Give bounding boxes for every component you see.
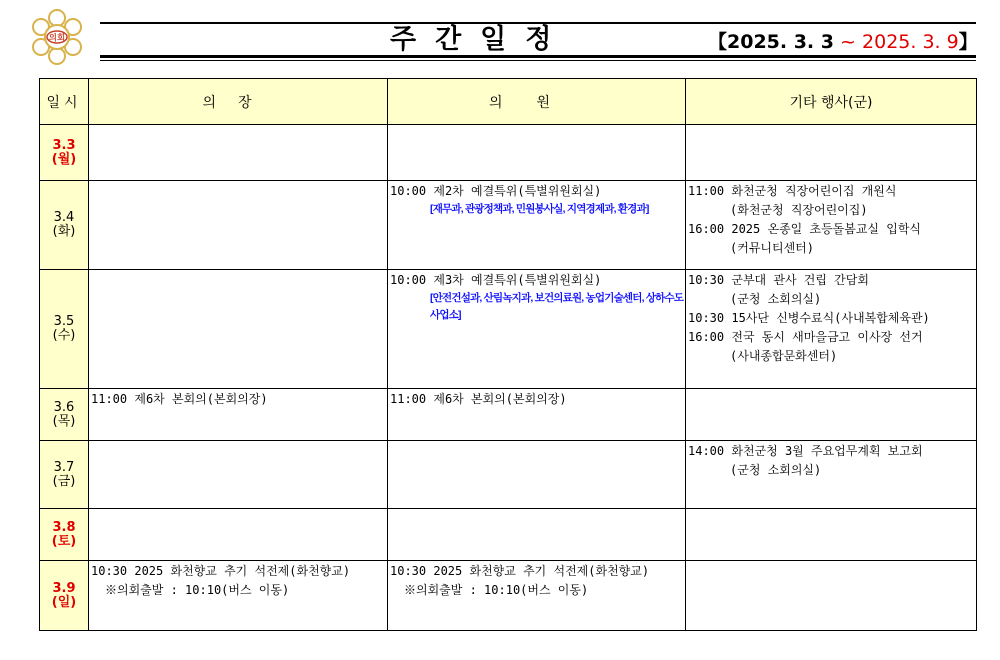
schedule-entry: 10:30 2025 화천향교 추기 석전제(화천향교): [390, 564, 650, 578]
weekly-schedule-table: [39, 78, 977, 631]
other-schedule-cell: [686, 441, 977, 509]
day-of-week: (일): [51, 594, 77, 610]
member-schedule-cell: [388, 125, 686, 181]
header-other-events: 기타 행사(군): [686, 79, 977, 125]
other-schedule-cell: [686, 389, 977, 441]
day-of-week: (월): [51, 151, 77, 167]
schedule-entry: 11:00 화천군청 직장어린이집 개원식: [688, 184, 897, 198]
header-date: 일시: [40, 79, 89, 125]
day-of-week: (수): [52, 328, 76, 343]
schedule-entry: 10:00 제2차 예결특위(특별위원회실): [390, 184, 602, 198]
period-tilde: ~: [840, 31, 856, 53]
date-value: 3.8: [52, 519, 76, 535]
table-row: [40, 509, 977, 561]
table-row: [40, 441, 977, 509]
event-location: (군청 소회의실): [730, 292, 822, 306]
event-location: (사내종합문화센터): [730, 349, 838, 363]
council-logo: [28, 8, 86, 66]
date-cell: [40, 561, 89, 631]
date-cell: [40, 509, 89, 561]
other-schedule-cell: [686, 125, 977, 181]
table-row: [40, 561, 977, 631]
schedule-entry: 10:30 15사단 신병수료식(사내복합체육관): [688, 311, 930, 325]
member-schedule-cell: [388, 441, 686, 509]
logo-text: 의회: [48, 33, 66, 44]
event-location: (커뮤니티센터): [730, 241, 815, 255]
period-end: 2025. 3. 9: [862, 31, 959, 53]
member-schedule-cell: [388, 509, 686, 561]
schedule-entry: 10:30 2025 화천향교 추기 석전제(화천향교): [91, 564, 351, 578]
chair-schedule-cell: [89, 181, 388, 270]
table-row: [40, 181, 977, 270]
table-row: [40, 125, 977, 181]
period-close-bracket: 】: [958, 31, 978, 53]
schedule-note: ※의회출발 : 10:10(버스 이동): [404, 583, 589, 597]
period-open-bracket: 【2025. 3. 3: [708, 31, 834, 53]
table-header-row: [40, 79, 977, 125]
schedule-entry: 11:00 제6차 본회의(본회의장): [91, 392, 268, 406]
header-chair: 의장: [89, 79, 388, 125]
member-schedule-cell: [388, 561, 686, 631]
day-of-week: (토): [51, 533, 77, 549]
schedule-entry: 10:30 군부대 관사 건립 간담회: [688, 273, 869, 287]
period-range: [708, 29, 978, 55]
table-row: [40, 270, 977, 389]
date-cell: [40, 125, 89, 181]
date-value: 3.4: [53, 210, 75, 225]
date-cell: [40, 441, 89, 509]
day-of-week: (목): [52, 413, 76, 429]
date-cell: [40, 270, 89, 389]
header-member: 의원: [388, 79, 686, 125]
page-title: 주간일정: [390, 24, 571, 55]
table-row: [40, 389, 977, 441]
member-schedule-cell: [388, 389, 686, 441]
other-schedule-cell: [686, 561, 977, 631]
date-value: 3.5: [53, 314, 75, 329]
schedule-entry: 11:00 제6차 본회의(본회의장): [390, 392, 567, 406]
other-schedule-cell: [686, 270, 977, 389]
schedule-entry: 10:00 제3차 예결특위(특별위원회실): [390, 273, 602, 287]
date-cell: [40, 181, 89, 270]
header-rule-bottom: [100, 55, 976, 58]
date-value: 3.3: [52, 137, 76, 153]
chair-schedule-cell: [89, 270, 388, 389]
date-value: 3.9: [52, 580, 76, 596]
date-cell: [40, 389, 89, 441]
schedule-entry: 14:00 화천군청 3월 주요업무계획 보고회: [688, 444, 923, 458]
day-of-week: (화): [52, 224, 76, 239]
header-rule-bottom-thin: [100, 60, 976, 61]
date-value: 3.7: [53, 459, 75, 475]
schedule-entry: 16:00 전국 동시 새마을금고 이사장 선거: [688, 330, 923, 344]
schedule-entry: 16:00 2025 온종일 초등돌봄교실 입학식: [688, 222, 922, 236]
other-schedule-cell: [686, 181, 977, 270]
day-of-week: (금): [52, 473, 76, 489]
member-schedule-cell: [388, 181, 686, 270]
chair-schedule-cell: [89, 125, 388, 181]
department-list: [재무과, 관광정책과, 민원봉사실, 지역경제과, 환경과]: [430, 203, 649, 215]
member-schedule-cell: [388, 270, 686, 389]
other-schedule-cell: [686, 509, 977, 561]
chair-schedule-cell: [89, 509, 388, 561]
chair-schedule-cell: [89, 441, 388, 509]
date-value: 3.6: [53, 399, 75, 415]
chair-schedule-cell: [89, 389, 388, 441]
schedule-body: [40, 125, 977, 631]
event-location: (군청 소회의실): [730, 463, 822, 477]
chair-schedule-cell: [89, 561, 388, 631]
event-location: (화천군청 직장어린이집): [730, 203, 868, 217]
schedule-note: ※의회출발 : 10:10(버스 이동): [105, 583, 290, 597]
department-list: [안전건설과, 산림녹지과, 보건의료원, 농업기술센터, 상하수도사업소]: [430, 292, 684, 321]
